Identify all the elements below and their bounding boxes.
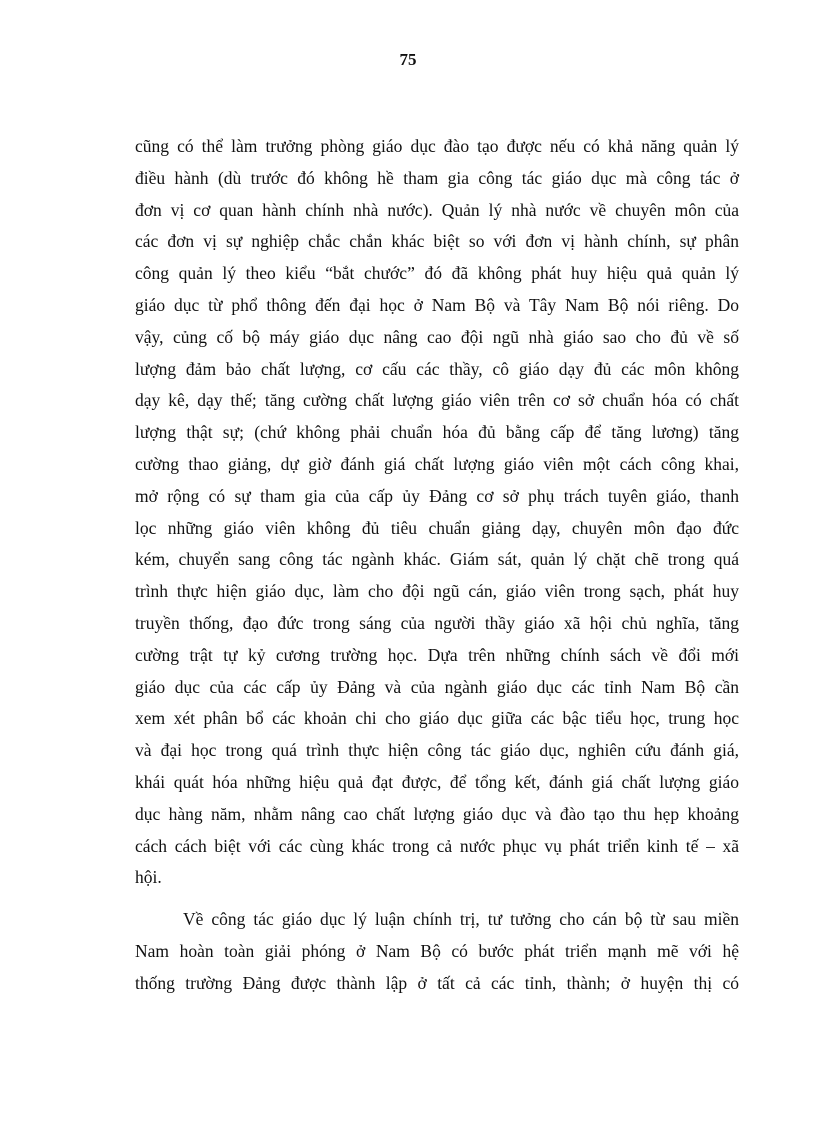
paragraph-spacer [135,894,739,904]
text-line: truyền thống, đạo đức trong sáng của người thầy giáo xã hội chủ nghĩa, tăng [135,612,739,633]
text-line: cường thao giảng, dự giờ đánh giá chất lượng giáo viên một cách công khai, [135,453,739,474]
text-line: công quản lý theo kiểu “bắt chước” đó đã không phát huy hiệu quả quản lý [135,263,739,284]
text-line: thống trường Đảng được thành lập ở tất cả các tỉnh, thành; ở huyện thị có [135,972,739,993]
text-line: các đơn vị sự nghiệp chắc chắn khác biệt so với đơn vị hành chính, sự phân [135,231,739,252]
text-line: hội. [135,867,162,888]
paragraph-1 [135,131,739,894]
page-number: 75 [399,50,417,69]
text-line: xem xét phân bổ các khoản chi cho giáo dục giữa các bậc tiểu học, trung học [135,708,739,729]
text-line: dạy kê, dạy thế; tăng cường chất lượng giáo viên trên cơ sở chuẩn hóa có chất [135,390,739,411]
text-line: lượng thật sự; (chứ không phải chuẩn hóa đủ bằng cấp để tăng lương) tăng [135,422,739,443]
text-line: lọc những giáo viên không đủ tiêu chuẩn giảng dạy, chuyên môn đạo đức [135,517,739,538]
paragraph-2 [135,904,739,999]
text-line: cường trật tự kỷ cương trường học. Dựa trên những chính sách về đổi mới [135,644,739,665]
text-line: dục hàng năm, nhằm nâng cao chất lượng giáo dục và đào tạo thu hẹp khoảng [135,803,739,824]
text-line: đơn vị cơ quan hành chính nhà nước). Quản lý nhà nước về chuyên môn của [135,199,739,220]
text-line: giáo dục từ phổ thông đến đại học ở Nam Bộ và Tây Nam Bộ nói riêng. Do [135,294,739,315]
text-line: giáo dục của các cấp ủy Đảng và của ngành giáo dục các tỉnh Nam Bộ cần [135,676,739,697]
text-line: cũng có thể làm trưởng phòng giáo dục đào tạo được nếu có khả năng quản lý [135,136,739,156]
text-line: Về công tác giáo dục lý luận chính trị, tư tưởng cho cán bộ từ sau miền [183,909,739,930]
text-line: và đại học trong quá trình thực hiện công tác giáo dục, nghiên cứu đánh giá, [135,740,739,761]
text-line: kém, chuyển sang công tác ngành khác. Giám sát, quản lý chặt chẽ trong quá [135,549,739,570]
text-line: cách cách biệt với các cùng khác trong cả nước phục vụ phát triển kinh tế – xã [135,835,739,856]
text-line: khái quát hóa những hiệu quả đạt được, để tổng kết, đánh giá chất lượng giáo [135,771,739,792]
text-line: mở rộng có sự tham gia của cấp ủy Đảng cơ sở phụ trách tuyên giáo, thanh [135,485,739,506]
text-line: lượng đảm bảo chất lượng, cơ cấu các thầy, cô giáo dạy đủ các môn không [135,358,739,379]
text-line: Nam hoàn toàn giải phóng ở Nam Bộ có bước phát triển mạnh mẽ với hệ [135,940,739,961]
text-line: điều hành (dù trước đó không hề tham gia công tác giáo dục mà công tác ở [135,167,739,188]
body-text [135,131,739,1000]
text-line: trình thực hiện giáo dục, làm cho đội ngũ cán, giáo viên trong sạch, phát huy [135,581,739,602]
text-line: vậy, củng cố bộ máy giáo dục nâng cao đội ngũ nhà giáo sao cho đủ về số [135,326,739,347]
